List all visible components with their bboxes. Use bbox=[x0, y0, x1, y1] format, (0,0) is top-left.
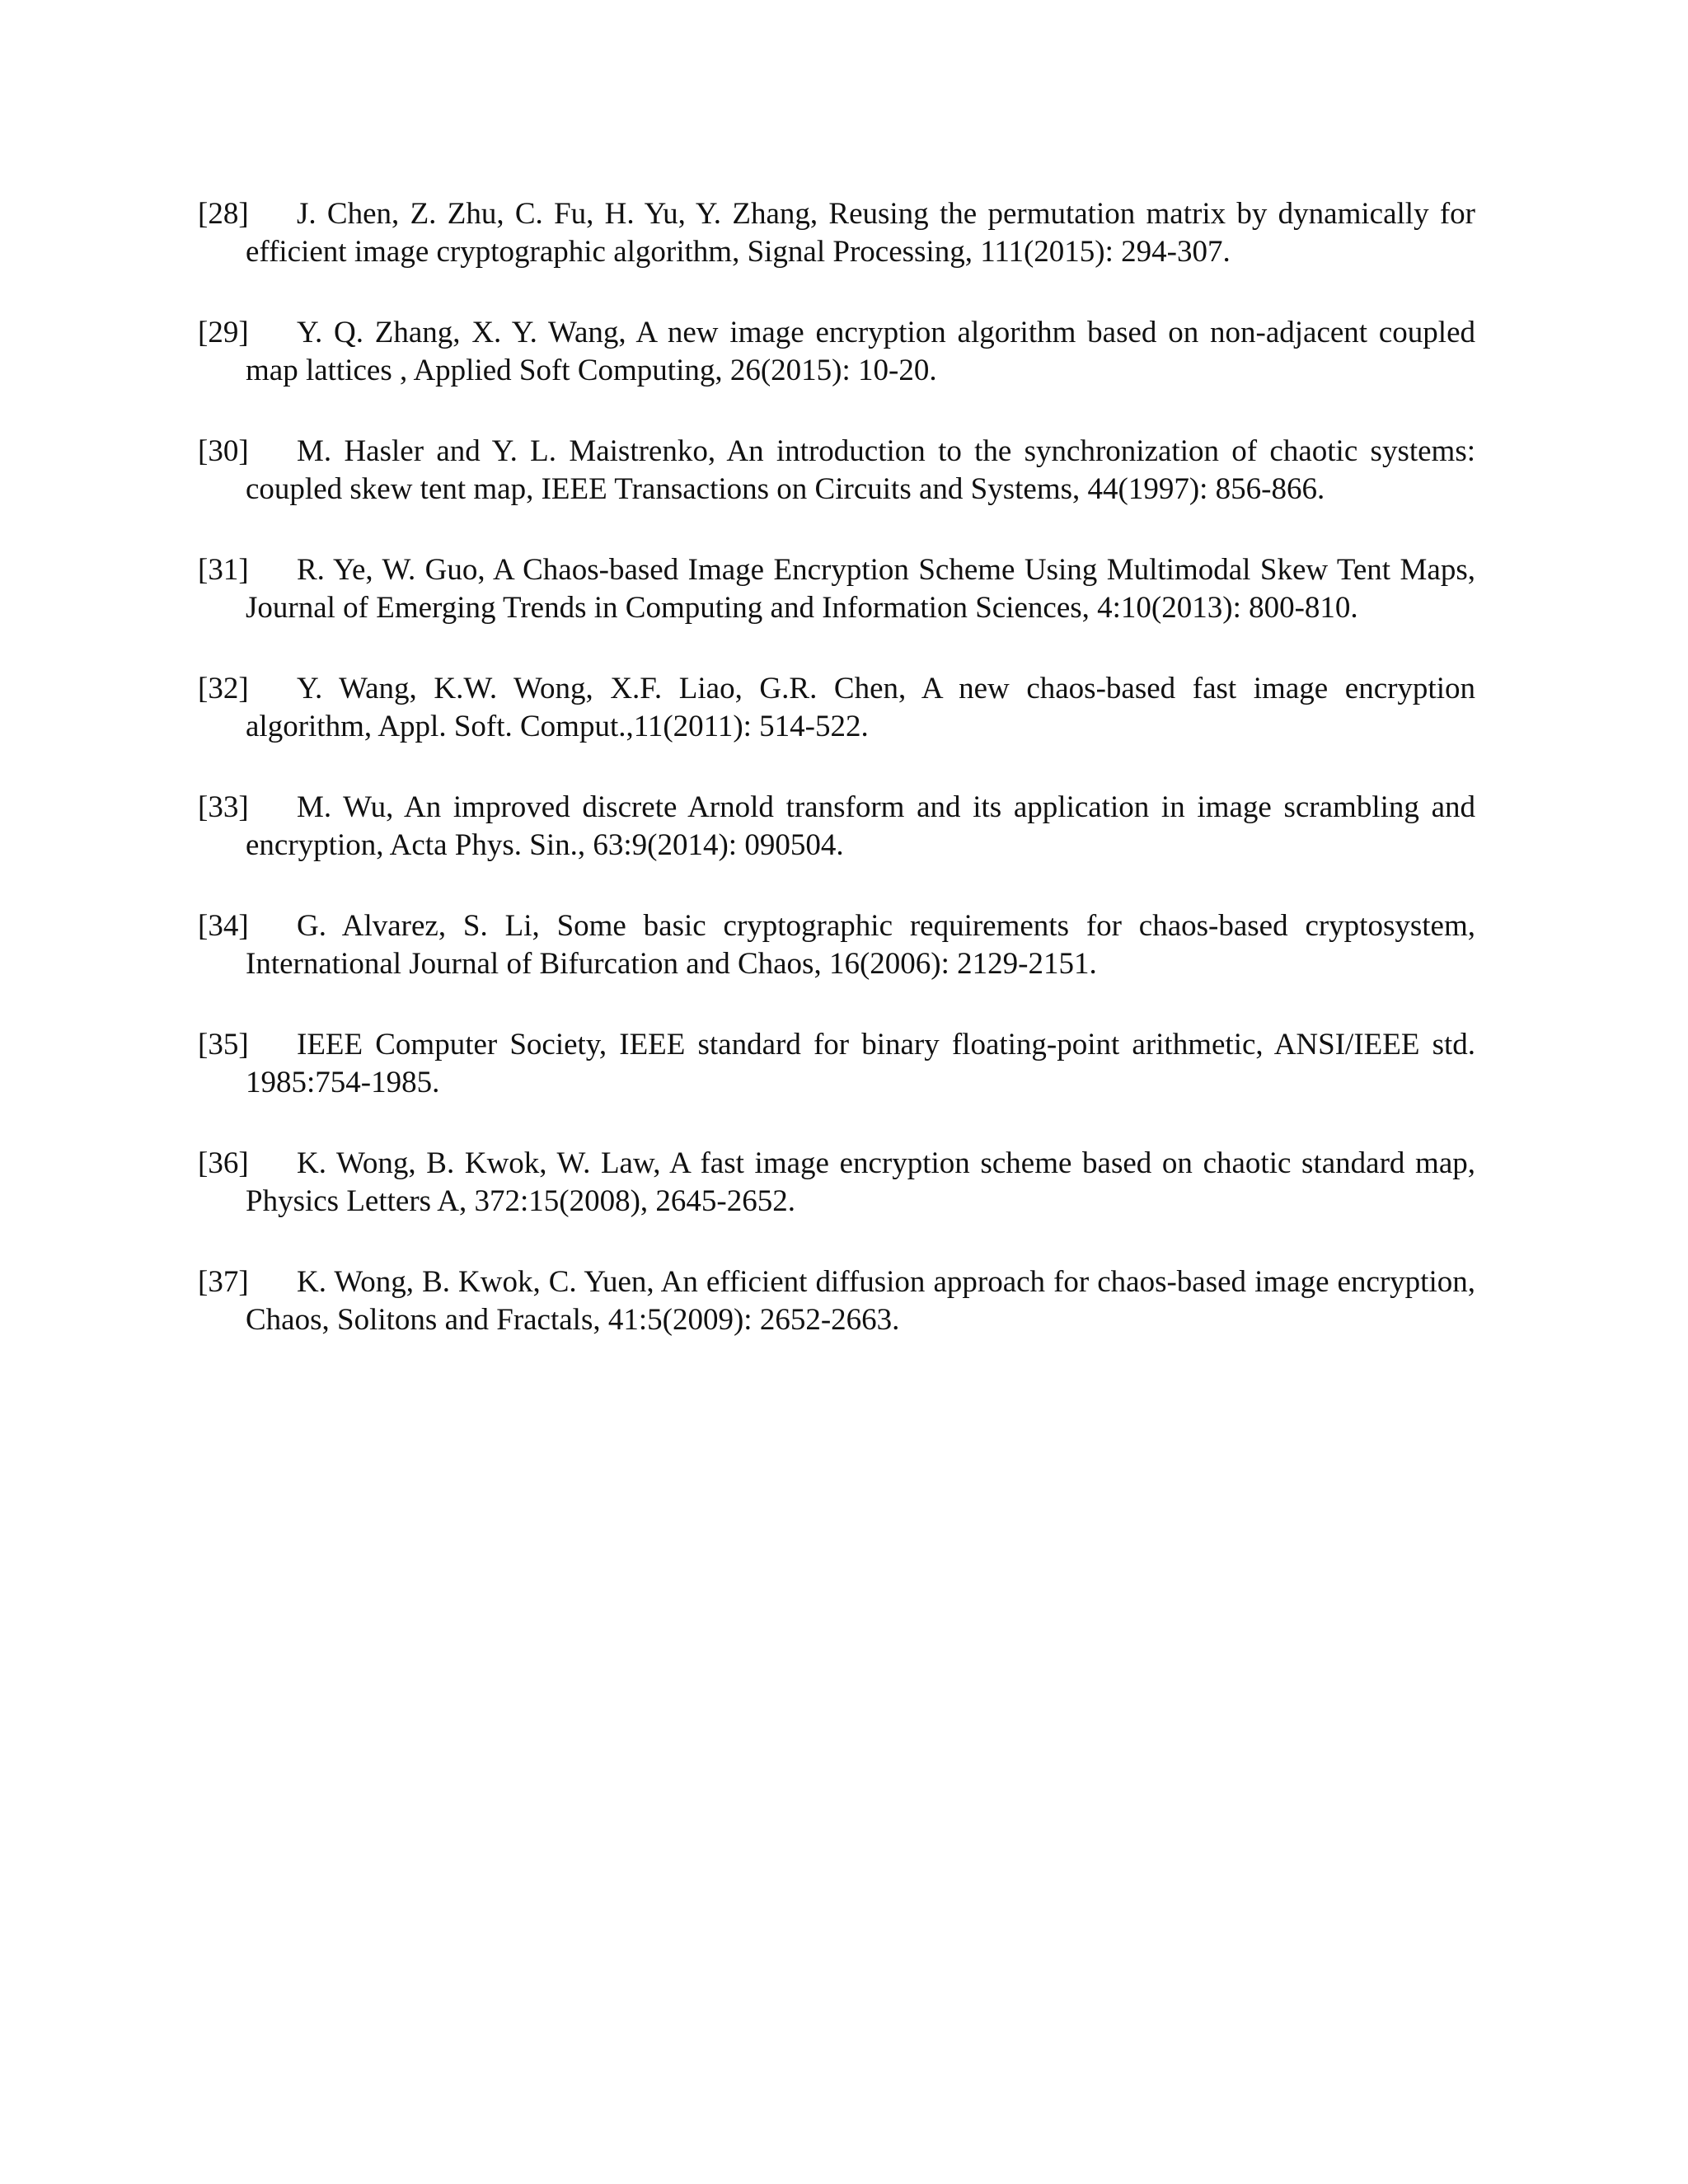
reference-item-34: [34] G. Alvarez, S. Li, Some basic cryptographic requirements for chaos-based cryptosystem, International Journal of Bifurcation and Chaos, 16(2006): 2129-2151. bbox=[198, 909, 1475, 981]
reference-item-36: [36] K. Wong, B. Kwok, W. Law, A fast image encryption scheme based on chaotic standard map, Physics Letters A, 372:15(2008), 2645-2652. bbox=[198, 1146, 1475, 1218]
reference-text: IEEE Computer Society, IEEE standard for binary floating-point arithmetic, ANSI/IEEE std. 1985:754-1985. bbox=[246, 1028, 1475, 1099]
reference-text: J. Chen, Z. Zhu, C. Fu, H. Yu, Y. Zhang, Reusing the permutation matrix by dynamically for efficient image cryptographic algorithm, Signal Processing, 111(2015): 294-307. bbox=[246, 197, 1475, 269]
reference-item-32: [32] Y. Wang, K.W. Wong, X.F. Liao, G.R. Chen, A new chaos-based fast image encryption algorithm, Appl. Soft. Comput.,11(2011): 514-522. bbox=[198, 672, 1475, 743]
reference-item-29: [29] Y. Q. Zhang, X. Y. Wang, A new image encryption algorithm based on non-adjacent coupled map lattices , Applied Soft Computing, 26(2015): 10-20. bbox=[198, 316, 1475, 387]
reference-text: R. Ye, W. Guo, A Chaos-based Image Encryption Scheme Using Multimodal Skew Tent Maps, Journal of Emerging Trends in Computing and Information Sciences, 4:10(2013): 800-810. bbox=[246, 553, 1475, 625]
reference-text: M. Hasler and Y. L. Maistrenko, An introduction to the synchronization of chaotic systems: coupled skew tent map, IEEE Transactions on Circuits and Systems, 44(1997): 856-866. bbox=[246, 434, 1475, 506]
reference-item-28: [28] J. Chen, Z. Zhu, C. Fu, H. Yu, Y. Zhang, Reusing the permutation matrix by dynamically for efficient image cryptographic algorithm, Signal Processing, 111(2015): 294-307. bbox=[198, 197, 1475, 269]
reference-item-37: [37] K. Wong, B. Kwok, C. Yuen, An efficient diffusion approach for chaos-based image encryption, Chaos, Solitons and Fractals, 41:5(2009): 2652-2663. bbox=[198, 1265, 1475, 1337]
reference-text: K. Wong, B. Kwok, W. Law, A fast image encryption scheme based on chaotic standard map, Physics Letters A, 372:15(2008), 2645-2652. bbox=[246, 1146, 1475, 1218]
reference-item-31: [31] R. Ye, W. Guo, A Chaos-based Image Encryption Scheme Using Multimodal Skew Tent Maps, Journal of Emerging Trends in Computing and Information Sciences, 4:10(2013): 800-810. bbox=[198, 553, 1475, 625]
reference-text: K. Wong, B. Kwok, C. Yuen, An efficient diffusion approach for chaos-based image encryption, Chaos, Solitons and Fractals, 41:5(2009): 2652-2663. bbox=[246, 1265, 1475, 1337]
reference-list bbox=[198, 195, 1475, 1382]
reference-item-33: [33] M. Wu, An improved discrete Arnold transform and its application in image scrambling and encryption, Acta Phys. Sin., 63:9(2014): 090504. bbox=[198, 790, 1475, 862]
reference-text: M. Wu, An improved discrete Arnold transform and its application in image scrambling and encryption, Acta Phys. Sin., 63:9(2014): 090504. bbox=[246, 790, 1475, 862]
reference-text: Y. Q. Zhang, X. Y. Wang, A new image encryption algorithm based on non-adjacent coupled map lattices , Applied Soft Computing, 26(2015): 10-20. bbox=[246, 316, 1475, 387]
reference-item-35: [35] IEEE Computer Society, IEEE standard for binary floating-point arithmetic, ANSI/IEEE std. 1985:754-1985. bbox=[198, 1028, 1475, 1099]
reference-text: G. Alvarez, S. Li, Some basic cryptographic requirements for chaos-based cryptosystem, International Journal of Bifurcation and Chaos, 16(2006): 2129-2151. bbox=[246, 909, 1475, 981]
reference-text: Y. Wang, K.W. Wong, X.F. Liao, G.R. Chen, A new chaos-based fast image encryption algorithm, Appl. Soft. Comput.,11(2011): 514-522. bbox=[246, 672, 1475, 743]
reference-item-30: [30] M. Hasler and Y. L. Maistrenko, An introduction to the synchronization of chaotic systems: coupled skew tent map, IEEE Transactions on Circuits and Systems, 44(1997): 856-866. bbox=[198, 434, 1475, 506]
